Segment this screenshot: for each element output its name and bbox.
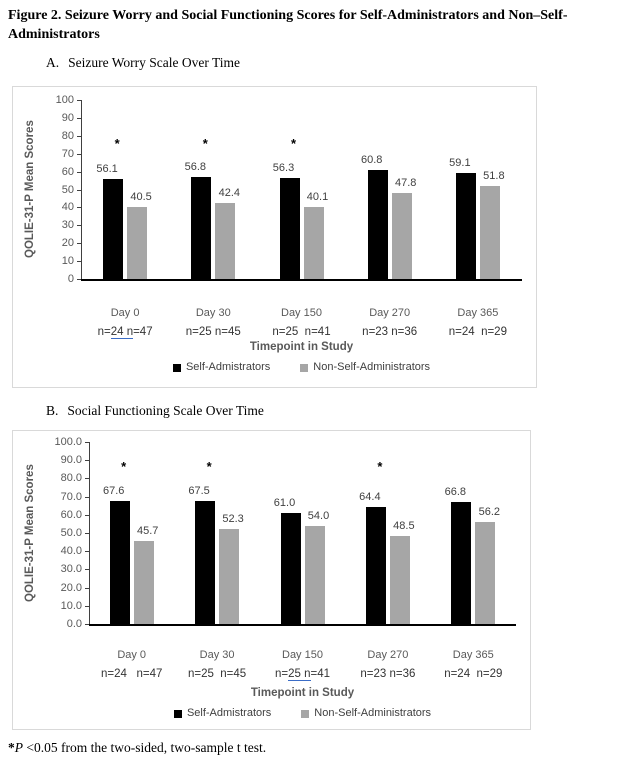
panel-a-heading xyxy=(46,55,240,71)
y-tick-label: 20 xyxy=(61,237,74,250)
bar-value-label: 56.1 xyxy=(96,162,118,175)
bar-self-administrators xyxy=(456,173,476,279)
significance-asterisk: * xyxy=(206,458,212,474)
bar-non-self-administrators xyxy=(134,541,154,624)
legend-label: Self-Admistrators xyxy=(186,707,272,719)
seizure-worry-chart xyxy=(12,86,537,388)
bar-value-label: 52.3 xyxy=(222,512,244,525)
legend-item-self-administrators xyxy=(174,707,271,720)
y-tick-label: 70.0 xyxy=(60,490,82,503)
y-axis-title: QOLIE-31-P Mean Scores xyxy=(24,120,36,259)
y-tick-label: 90.0 xyxy=(60,454,82,467)
legend-item-non-self-administrators xyxy=(300,361,430,374)
n-count-text: n=25 n=41 xyxy=(272,326,331,338)
bar-value-label: 56.8 xyxy=(184,161,206,174)
legend-item-self-administrators xyxy=(173,361,270,374)
n-count-underlined: 25 n xyxy=(288,668,311,680)
bar-non-self-administrators xyxy=(127,207,147,279)
n-count-text: =47 xyxy=(133,326,153,338)
bar-value-label: 51.8 xyxy=(483,170,505,183)
figure-title: Figure 2. Seizure Worry and Social Functioning Scores for Self-Administrators and Non–Self-Administrators xyxy=(8,8,568,42)
y-tick-label: 20.0 xyxy=(60,581,82,594)
bar-self-administrators xyxy=(281,513,301,624)
legend-label: Self-Admistrators xyxy=(185,361,271,373)
y-tick-label: 80 xyxy=(61,129,74,142)
y-tick-label: 100.0 xyxy=(54,436,82,448)
x-axis-line xyxy=(89,624,516,626)
x-category-label: Day 365 xyxy=(452,649,494,661)
n-count-label xyxy=(423,326,533,339)
y-axis-title: QOLIE-31-P Mean Scores xyxy=(24,464,36,602)
y-axis-line xyxy=(89,442,90,624)
y-tick-label: 60 xyxy=(61,165,74,178)
bar-value-label: 54.0 xyxy=(307,509,330,522)
panel-b-heading xyxy=(46,403,264,419)
bar-self-administrators xyxy=(451,502,471,624)
legend-swatch-icon xyxy=(174,710,182,718)
n-count-text: =41 xyxy=(310,668,331,680)
y-tick-label: 40.0 xyxy=(60,545,82,558)
bar-value-label: 56.2 xyxy=(478,505,500,518)
n-count-text: n=25 n=45 xyxy=(185,326,241,338)
x-category-label: Day 150 xyxy=(281,307,322,319)
n-count-text: n= xyxy=(274,668,289,680)
bar-non-self-administrators xyxy=(219,529,239,624)
legend-swatch-icon xyxy=(173,364,181,372)
y-tick-label: 40 xyxy=(61,201,74,214)
n-count-text: n=24 n=29 xyxy=(448,326,507,338)
panel-a-letter: A. xyxy=(46,55,60,70)
n-count-underlined: 24 n xyxy=(110,326,134,338)
n-count-label xyxy=(418,668,528,681)
footnote-text: <0.05 from the two-sided, two-sample t test. xyxy=(23,740,267,755)
bar-value-label: 40.5 xyxy=(130,190,152,203)
chart-legend xyxy=(89,707,516,720)
bar-non-self-administrators xyxy=(215,203,235,279)
x-category-label: Day 0 xyxy=(110,307,140,319)
legend-label: Non-Self-Administrators xyxy=(313,361,431,373)
significance-asterisk: * xyxy=(202,135,208,151)
y-tick-label: 50 xyxy=(61,183,74,196)
n-count-text: n=25 n=45 xyxy=(187,668,247,680)
bar-non-self-administrators xyxy=(305,526,325,624)
y-tick-label: 60.0 xyxy=(60,508,82,521)
y-tick-label: 70 xyxy=(61,147,74,160)
significance-asterisk: * xyxy=(290,135,297,151)
x-category-label: Day 30 xyxy=(199,649,235,661)
bar-value-label: 48.5 xyxy=(393,519,415,532)
x-category-label: Day 150 xyxy=(282,649,323,661)
significance-asterisk: * xyxy=(114,135,120,151)
panel-b-title: Social Functioning Scale Over Time xyxy=(67,403,264,418)
x-category-label: Day 365 xyxy=(457,307,499,319)
y-tick-label: 0 xyxy=(67,273,74,285)
y-tick-label: 100 xyxy=(55,94,74,106)
significance-asterisk: * xyxy=(121,458,127,474)
legend-label: Non-Self-Administrators xyxy=(314,707,432,719)
y-axis-line xyxy=(81,100,82,279)
legend-swatch-icon xyxy=(300,364,308,372)
bar-value-label: 47.8 xyxy=(394,177,417,190)
n-count-text: n=23 n=36 xyxy=(362,326,418,338)
bar-value-label: 64.4 xyxy=(359,490,381,503)
n-count-text: n=23 n=36 xyxy=(360,668,416,680)
x-category-label: Day 270 xyxy=(369,307,411,319)
y-tick-label: 10.0 xyxy=(60,599,82,612)
bar-value-label: 56.3 xyxy=(272,162,295,175)
bar-non-self-administrators xyxy=(392,193,412,279)
y-tick-label: 0.0 xyxy=(66,618,82,630)
legend-swatch-icon xyxy=(301,710,309,718)
bar-non-self-administrators xyxy=(475,522,495,624)
legend-item-non-self-administrators xyxy=(301,707,431,720)
significance-asterisk: * xyxy=(377,458,383,474)
footnote-asterisk: * xyxy=(8,740,15,755)
bar-non-self-administrators xyxy=(390,536,410,624)
panel-b-letter: B. xyxy=(46,403,59,418)
chart-legend xyxy=(81,361,522,374)
bar-value-label: 45.7 xyxy=(136,524,159,537)
x-axis-title: Timepoint in Study xyxy=(249,341,354,353)
bar-value-label: 66.8 xyxy=(444,486,466,499)
y-tick-label: 90 xyxy=(61,111,74,124)
y-tick-label: 10 xyxy=(61,255,74,268)
social-functioning-chart xyxy=(12,430,531,730)
y-tick-label: 30 xyxy=(61,219,74,232)
bar-value-label: 40.1 xyxy=(306,191,329,204)
bar-value-label: 42.4 xyxy=(218,187,240,200)
bar-value-label: 59.1 xyxy=(449,157,471,170)
bar-non-self-administrators xyxy=(480,186,500,279)
y-tick-label: 80.0 xyxy=(60,472,82,485)
n-count-text: n= xyxy=(97,326,111,338)
n-count-text: n=24 n=47 xyxy=(100,668,163,680)
bar-value-label: 61.0 xyxy=(273,496,296,509)
x-axis-title: Timepoint in Study xyxy=(250,687,355,699)
bar-value-label: 67.5 xyxy=(188,485,210,498)
bar-value-label: 67.6 xyxy=(102,484,125,497)
x-category-label: Day 270 xyxy=(367,649,409,661)
panel-a-title: Seizure Worry Scale Over Time xyxy=(68,55,241,70)
y-tick-label: 30.0 xyxy=(60,563,82,576)
bar-self-administrators xyxy=(110,501,130,624)
x-axis-line xyxy=(81,279,522,281)
n-count-text: n=24 n=29 xyxy=(444,668,503,680)
bar-value-label: 60.8 xyxy=(360,154,383,167)
x-category-label: Day 0 xyxy=(117,649,147,661)
y-tick-label: 50.0 xyxy=(60,527,82,539)
footnote xyxy=(8,740,266,756)
x-category-label: Day 30 xyxy=(195,307,231,319)
bar-non-self-administrators xyxy=(304,207,324,279)
footnote-p-symbol: P xyxy=(14,740,23,755)
